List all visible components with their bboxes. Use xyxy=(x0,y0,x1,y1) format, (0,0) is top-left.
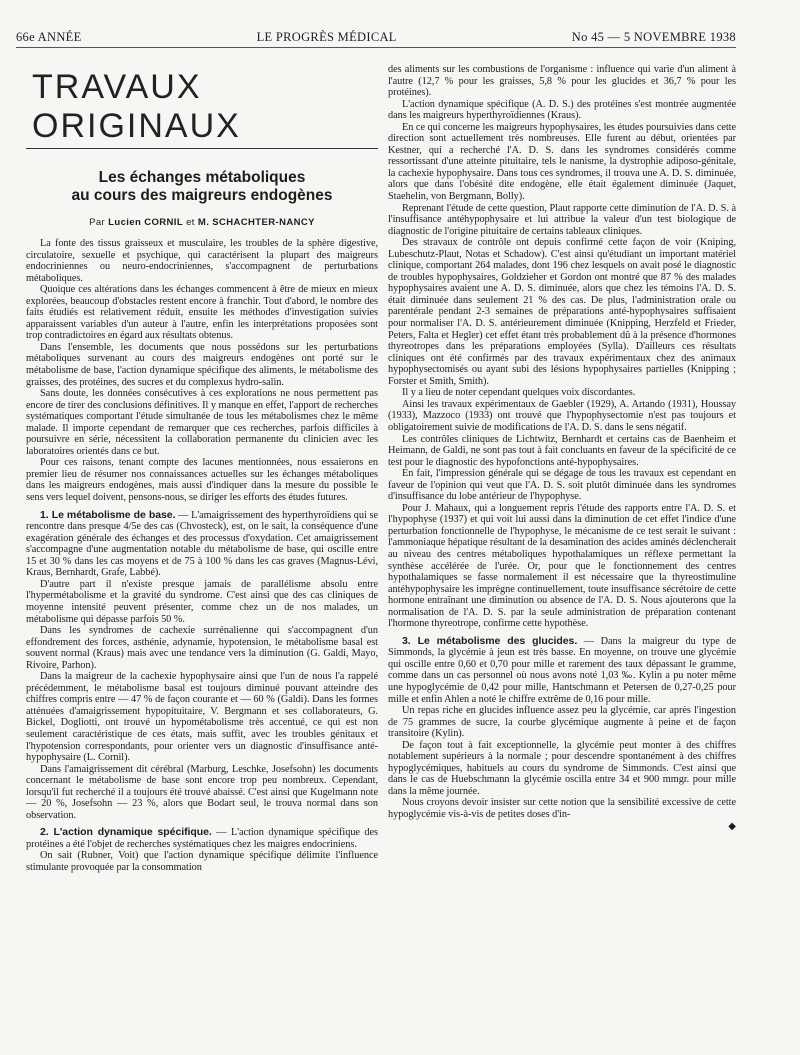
authors-join: et xyxy=(186,217,195,228)
section-3-paragraphs xyxy=(388,705,736,820)
paragraph: Ainsi les travaux expérimentaux de Gaebler (1929), A. Artando (1931), Houssay (1933), Mazzoco (1933) ont trouvé que l'hypophysectomie n'est pas toujours et obligatoirement suivie de modifications de l'A. D. S. dans le sens négatif. xyxy=(388,398,736,433)
paragraph: Pour J. Mahaux, qui a longuement repris l'étude des rapports entre l'A. D. S. et l'hypophyse (1937) et qui voit lui aussi dans la diminution de cet effet l'indice d'une perturbation fonctionnelle de l'hypophyse, le mécanisme de ce test serait le suivant : l'ammoniaque hépatique résultant de la desamination des acides aminés déclencherait au niveau des centres métaboliques hypothalamiques un réflexe permettant la synthèse accélérée de l'urée. Or, pour que le fonctionnement des centres hypothalamiques se fasse normalement il est nécessaire que la thyreostimuline antéhypophysaire les imprègne continuellement, toute insuffisance sécrétoire de cette hormone entraînant une diminution ou absence de l'A. D. S. Nous ajouterons que la normalisation de l'A. D. S. par la seule administration de préparation contenant l'hormone thyreotrope, confirme cette hypothèse. xyxy=(388,502,736,630)
paragraph: Quoique ces altérations dans les échanges commencent à être de mieux en mieux explorées, beaucoup d'obstacles restent encore à franchir. Tout d'abord, le nombre des faits étudiés est relativement réduit, ensuite les méthodes d'investigation suivies apparaissent variables d'un auteur à l'autre, enfin les interprétations proposées sont trop contradictoires en égard aux résultats obtenus. xyxy=(26,284,378,342)
paragraph: Les contrôles cliniques de Lichtwitz, Bernhardt et certains cas de Baenheim et Heimann, de Galdi, ne sont pas tout à fait concluants en faveur de la spécificité de ce test pour le diagnostic des hypofonctions anté-hypophysaires. xyxy=(388,433,736,468)
authors-prefix: Par xyxy=(89,217,106,228)
paragraph: Un repas riche en glucides influence assez peu la glycémie, car après l'ingestion de 75 grammes de sucre, la courbe glycémique augmente à peine et de façon transitoire (Kylin). xyxy=(388,705,736,740)
paragraph: Dans les syndromes de cachexie surrénalienne qui s'accompagnent d'un effondrement des forces, asthénie, adynamie, hypotension, le métabolisme basal est souvent normal (Kraus) mais avec une tendance vers la diminution (G. Galdi, Mayo, Rivoire, Parhon). xyxy=(26,625,378,671)
section-2-lead-text: — L'action dynamique spécifique des protéines a été l'objet de recherches systématiques chez les maigres endocriniens. xyxy=(26,827,378,850)
article-title xyxy=(26,169,378,205)
paragraph: des aliments sur les combustions de l'organisme : influence qui varie d'un aliment à l'autre (12,7 % pour les graisses, 5,8 % pour les glucides et 36,7 % pour les protéines). xyxy=(388,64,736,99)
paragraph: Reprenant l'étude de cette question, Plaut rapporte cette diminution de l'A. D. S. à l'insuffisance antéhypophysaire et lui attribue la valeur d'un test biologique de diagnostic de l'origine pituitaire de certains tableaux cliniques. xyxy=(388,202,736,237)
section-3-lead xyxy=(388,636,736,705)
section-3-lead-text: — Dans la maigreur du type de Simmonds, la glycémie à jeun est très basse. En moyenne, on trouve une glycémie qui oscille entre 0,60 et 0,70 pour mille et rarement des taux dépassant le gramme, comme dans un cas personnel où nous avons noté 1,03 ‰. Kylin a pu noter même une hypoglycémie de 0,42 pour mille, Hantschmann et Petersen de 0,27-0,25 pour mille et enfin Ahlen a noté le chiffre extrême de 0,16 pour mille. xyxy=(388,635,736,705)
author-2: M. SCHACHTER-NANCY xyxy=(197,217,315,228)
right-column xyxy=(388,64,736,832)
paragraph: D'autre part il n'existe presque jamais de parallélisme absolu entre l'hypermétabolisme et la gravité du syndrome. C'est ainsi que des cas cliniques de moyenne intensité peuvent présenter, comme chez un de nos malades, un métabolisme qui dépasse parfois 50 %. xyxy=(26,578,378,625)
section-1-heading: 1. Le métabolisme de base. xyxy=(40,508,176,521)
paragraph: L'action dynamique spécifique (A. D. S.) des protéines s'est montrée augmentée dans les maigreurs hyperthyroïdiennes (Kraus). xyxy=(388,98,736,122)
section-2-heading: 2. L'action dynamique spécifique. xyxy=(40,826,212,839)
paragraph: En fait, l'impression générale qui se dégage de tous les travaux est cependant en faveur de l'opinion qui veut que l'A. D. S. soit plutôt diminuée dans les syndromes d'insuffisance du lobe antérieur de l'hypophyse. xyxy=(388,468,736,503)
section-1-lead-text: — L'amaigrissement des hyperthyroïdiens qui se rencontre dans presque 4/5e des cas (Chvosteck), est, on le sait, la conséquence d'une exagération générale des échanges et des processus d'oxydation. Cet amaigrissement s'accompagne d'une augmentation notable du métabolisme de base, qui oscille entre 15 et 30 % dans les cas moyens et de 75 à 100 % dans les cas graves (Magnus-Lévi, Kraus, Bernhardt, Grafe, Labbé). xyxy=(26,509,378,579)
intro-paragraphs xyxy=(26,238,378,504)
header-rule xyxy=(16,47,736,48)
paragraph: Nous croyons devoir insister sur cette notion que la sensibilité excessive de cette hypoglycémie vis-à-vis de petites doses d'in- xyxy=(388,797,736,820)
right-paragraphs xyxy=(388,64,736,630)
section-3-heading: 3. Le métabolisme des glucides. xyxy=(402,634,578,647)
paragraph: De façon tout à fait exceptionnelle, la glycémie peut monter à des chiffres notablement supérieurs à la normale ; pour descendre spontanément à des chiffres hypoglycémiques, habituels au cours du syndrome de Simmonds. C'est ainsi que dans le cas de Huebschmann la glycémie oscilla entre 34 et 900 mmgr. pour mille dans la même journée. xyxy=(388,739,736,797)
paragraph: Dans l'ensemble, les documents que nous possédons sur les perturbations métaboliques survenant au cours des maigreurs endogènes ont porté sur le métabolisme de base, l'action dynamique spécifique des aliments, le métabolisme des graisses, des protéines, des sucres et du complexus hydro-salin. xyxy=(26,341,378,388)
paragraph: Dans la maigreur de la cachexie hypophysaire ainsi que l'un de nous l'a rappelé précédemment, le métabolisme basal est toujours diminué pouvant atteindre des chiffres compris entre — 47 % de façon courante et — 60 % (Galdi). Dans les formes atténuées d'amaigrissement hypopituitaire, V. Bergmann et ses collaborateurs, G. Bickel, Dogliotti, ont trouvé un hypométabolisme très accentué, ce qui est non seulement caractéristique de ces états, mais suffit, avec les troubles génitaux et l'hypotension correspondants, pour orienter vers un diagnostic d'insuffisance anté-hypophysaire (L. Cornil). xyxy=(26,671,378,764)
section-1-paragraphs xyxy=(26,579,378,821)
paragraph: Il y a lieu de noter cependant quelques voix discordantes. xyxy=(402,387,636,399)
paragraph: Sans doute, les données consécutives à ces explorations ne nous permettent pas encore de tirer des conclusions définitives. Il y manque en effet, l'apport de recherches systématiques comportant l'étude simultanée de tous les métabolismes chez le même malade. Il importe cependant de remarquer que ces recherches, parfois difficiles à poursuivre en série, nécessitent la collaboration permanente du clinicien avec les laboratoires orientés dans ce but. xyxy=(26,388,378,457)
paragraph: Pour ces raisons, tenant compte des lacunes mentionnées, nous essaierons en premier lieu de résumer nos connaissances actuelles sur les échanges métaboliques dans les maigreurs endogènes, mais aussi d'indiquer dans la mesure du possible le sens vers lequel doivent, pensons-nous, se diriger les efforts des études futures. xyxy=(26,457,378,504)
left-column xyxy=(26,64,378,874)
author-1: Lucien CORNIL xyxy=(108,217,184,228)
title-line-1: Les échanges métaboliques xyxy=(98,169,306,186)
title-line-2: au cours des maigreurs endogènes xyxy=(71,187,333,204)
paragraph: Des stravaux de contrôle ont depuis confirmé cette façon de voir (Kniping, Lubeschutz-Plaut, Notas et Schadow). C'est ainsi qu'étudiant un important matériel clinique, comportant 264 malades, dont 196 chez lesquels on avait posé le diagnostic de troubles hypophysaires, Goldzieher et Gordon ont montré que 87 % des malades hypophysaires avaient une A. D. S. diminuée, alors que chez les témoins l'A. D. S. était diminuée dans seulement 21 % des cas. De plus, l'administration orale ou parentérale pendant 2-3 semaines de préparations anté-hypophysaires suffisaient pour normaliser l'A. D. S. antérieurement diminuée (Knipping, Herzfeld et Frieder, Peters, Falta et Hegler) cet effet étant très probablement dû à la présence d'hormones thyreotropes dans les préparations employées (Sylla). D'ailleurs ces résultats cliniques ont été confirmés par des travaux expérimentaux chez des animaux hypophysectomisés ou ayant subi des lésions hypophysaires partielles (Knipping ; Forster et Smith, Smith). xyxy=(388,237,736,387)
section-1-lead xyxy=(26,510,378,579)
paragraph: La fonte des tissus graisseux et musculaire, les troubles de la sphère digestive, circulatoire, sexuelle et psychique, qui caractérisent la plupart des maigreurs endocriniennes ou neuro-endocriniennes, s'accompagnent de perturbations métaboliques. xyxy=(26,238,378,284)
section-2-paragraphs xyxy=(26,850,378,873)
section-rule xyxy=(26,148,378,149)
header-year: 66e ANNÉE xyxy=(16,30,82,44)
article-authors xyxy=(26,217,378,228)
paragraph: Dans l'amaigrissement dit cérébral (Marburg, Leschke, Josefsohn) les documents concernant le métabolisme de base sont encore trop peu nombreux. Cependant, lorsqu'il fut recherché il a toujours été trouvé abaissé. C'est ainsi que Kugelmann note — 20 %, Josefsohn — 23 %, alors que Bodart seul, le trouva normal dans son observation. xyxy=(26,763,378,821)
end-mark: ◆ xyxy=(728,820,736,832)
paragraph: On sait (Rubner, Voit) que l'action dynamique spécifique délimite l'influence stimulante provoquée par la consommation xyxy=(26,850,378,873)
header-journal: LE PROGRÈS MÉDICAL xyxy=(256,30,397,44)
header-issue: No 45 — 5 NOVEMBRE 1938 xyxy=(571,30,736,44)
section-2-lead xyxy=(26,827,378,850)
section-heading: TRAVAUX ORIGINAUX xyxy=(32,68,241,145)
running-header xyxy=(16,30,736,45)
paragraph: En ce qui concerne les maigreurs hypophysaires, les études poursuivies dans cette direction sont actuellement très nombreuses. Elle furent au début, orientées par Kestner, qui a recherché l'A. D. S. dans les syndromes considérés comme ressortissant d'une atteinte pituitaire, tels le nanisme, la dystrophie adiposo-génitale, la cachexie hypophysaire. Dans tous ces syndromes, il trouva une A. D. S. diminuée, alors que dans l'obésité dite endogène, elle était également diminuée (Jaquet, Staehelin, von Bergmann, Bolly). xyxy=(388,121,736,203)
